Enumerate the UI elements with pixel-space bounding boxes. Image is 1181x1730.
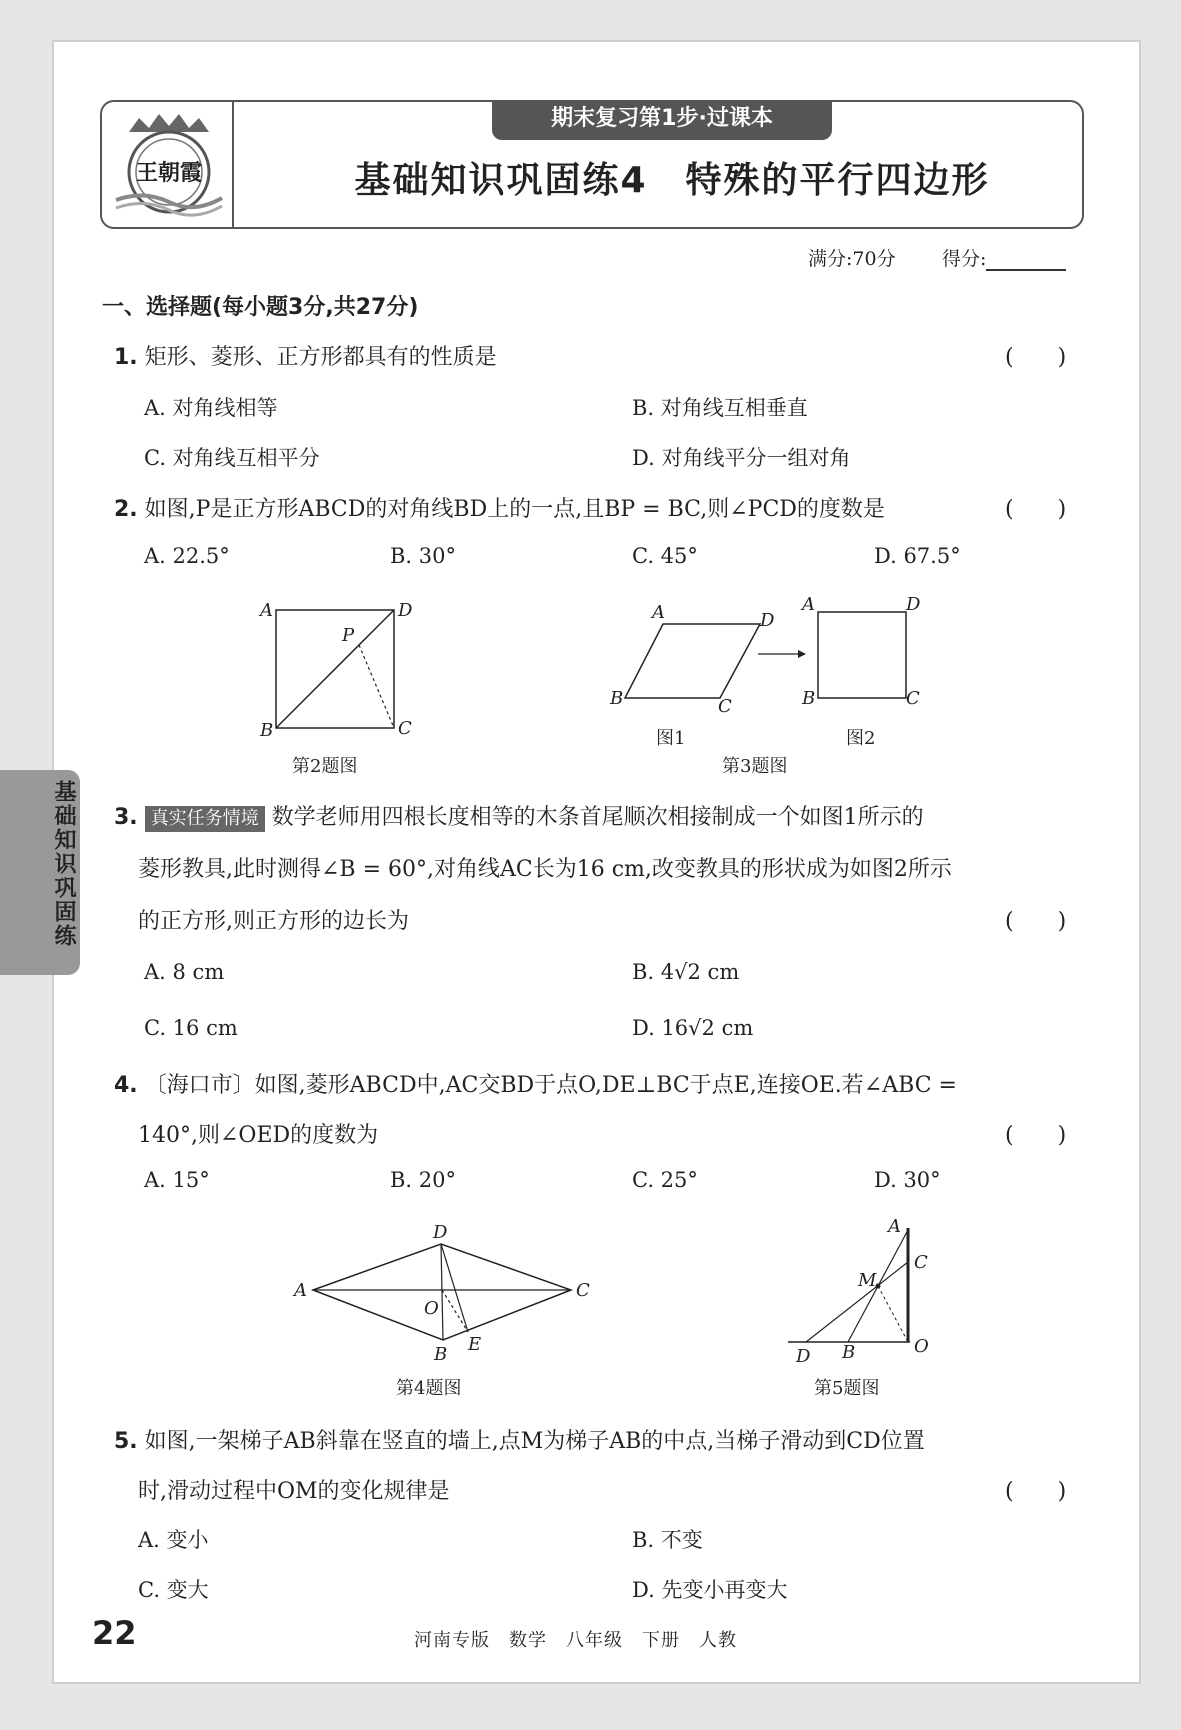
- q3-tag: 真实任务情境: [145, 806, 265, 832]
- score-label: [942, 244, 1066, 271]
- q4-option-b[interactable]: B. 20°: [390, 1168, 457, 1192]
- svg-text:B: B: [610, 688, 624, 709]
- fig3-sub1-caption: 图1: [656, 728, 686, 749]
- q4-option-a[interactable]: A. 15°: [144, 1168, 210, 1192]
- q1-number: 1.: [114, 345, 138, 370]
- svg-text:O: O: [914, 1336, 929, 1357]
- q3-line1: 数学老师用四根长度相等的木条首尾顺次相接制成一个如图1所示的: [271, 805, 924, 830]
- svg-text:C: C: [914, 1252, 928, 1273]
- svg-text:王朝霞: 王朝霞: [135, 160, 203, 186]
- svg-text:A: A: [260, 600, 273, 621]
- q5-option-d[interactable]: D. 先变小再变大: [632, 1578, 788, 1602]
- figure-q3: [600, 594, 940, 744]
- svg-text:B: B: [842, 1342, 856, 1363]
- svg-text:B: B: [434, 1344, 448, 1365]
- question-2: [114, 492, 885, 523]
- fig3-sub2-caption: 图2: [846, 728, 876, 749]
- svg-text:A: A: [652, 602, 665, 623]
- q4-answer-paren[interactable]: ( ): [1005, 1123, 1067, 1148]
- q3-line2: 菱形教具,此时测得∠B = 60°,对角线AC长为16 cm,改变教具的形状成为如图2所示: [138, 857, 952, 882]
- figure-q4: [288, 1220, 608, 1370]
- page-number: 22: [92, 1614, 137, 1652]
- q5-option-a[interactable]: A. 变小: [138, 1528, 209, 1552]
- q4-line2: 140°,则∠OED的度数为: [138, 1123, 379, 1148]
- svg-text:E: E: [468, 1334, 482, 1355]
- q3-number: 3.: [114, 805, 138, 830]
- q2-option-c[interactable]: C. 45°: [632, 544, 698, 568]
- q3-option-d[interactable]: D. 16√2 cm: [632, 1016, 754, 1040]
- question-5: [114, 1424, 925, 1455]
- q5-line1: 如图,一架梯子AB斜靠在竖直的墙上,点M为梯子AB的中点,当梯子滑动到CD位置: [144, 1429, 925, 1454]
- q2-option-d[interactable]: D. 67.5°: [874, 544, 961, 568]
- svg-text:C: C: [718, 696, 732, 717]
- fig4-caption: 第4题图: [396, 1378, 462, 1399]
- footer-text: 河南专版 数学 八年级 下册 人教: [414, 1630, 737, 1651]
- svg-text:A: A: [888, 1218, 901, 1237]
- fig3-caption: 第3题图: [722, 756, 788, 777]
- header-badge: 期末复习第1步·过课本: [492, 100, 832, 140]
- q3-option-c[interactable]: C. 16 cm: [144, 1016, 238, 1040]
- q2-number: 2.: [114, 497, 138, 522]
- svg-text:D: D: [398, 600, 413, 621]
- svg-text:D: D: [760, 610, 775, 631]
- q4-number: 4.: [114, 1073, 138, 1098]
- svg-text:C: C: [906, 688, 920, 709]
- q2-option-a[interactable]: A. 22.5°: [144, 544, 230, 568]
- fig2-caption: 第2题图: [292, 756, 358, 777]
- full-score: 满分:70分: [808, 248, 896, 270]
- figure-q2: [250, 596, 430, 746]
- svg-text:D: D: [433, 1222, 448, 1243]
- q1-option-a[interactable]: A. 对角线相等: [144, 396, 278, 420]
- q5-option-b[interactable]: B. 不变: [632, 1528, 703, 1552]
- q3-option-b[interactable]: B. 4√2 cm: [632, 960, 740, 984]
- question-1: [114, 340, 497, 371]
- svg-text:M: M: [858, 1270, 877, 1291]
- q2-answer-paren[interactable]: ( ): [1005, 497, 1067, 522]
- q2-text: 如图,P是正方形ABCD的对角线BD上的一点,且BP = BC,则∠PCD的度数是: [144, 497, 885, 522]
- q4-line1: 〔海口市〕如图,菱形ABCD中,AC交BD于点O,DE⊥BC于点E,连接OE.若∠ABC =: [144, 1073, 957, 1098]
- question-4: [114, 1068, 957, 1099]
- q1-option-c[interactable]: C. 对角线互相平分: [144, 446, 320, 470]
- q2-option-b[interactable]: B. 30°: [390, 544, 457, 568]
- q4-option-d[interactable]: D. 30°: [874, 1168, 941, 1192]
- q3-option-a[interactable]: A. 8 cm: [144, 960, 225, 984]
- section-heading: 一、选择题(每小题3分,共27分): [102, 295, 419, 320]
- q3-line3: 的正方形,则正方形的边长为: [138, 909, 409, 934]
- q5-option-c[interactable]: C. 变大: [138, 1578, 209, 1602]
- svg-text:A: A: [294, 1280, 307, 1301]
- score-blank[interactable]: [986, 251, 1066, 271]
- score-text: 得分:: [942, 248, 987, 270]
- logo: [114, 110, 224, 218]
- svg-text:A: A: [802, 594, 815, 615]
- svg-text:B: B: [802, 688, 816, 709]
- q5-line2: 时,滑动过程中OM的变化规律是: [138, 1479, 450, 1504]
- figure-q5: [780, 1218, 950, 1368]
- svg-text:D: D: [906, 594, 921, 615]
- q1-text: 矩形、菱形、正方形都具有的性质是: [144, 345, 497, 370]
- svg-text:B: B: [260, 720, 274, 741]
- q5-number: 5.: [114, 1429, 138, 1454]
- svg-text:O: O: [424, 1298, 439, 1319]
- q1-option-d[interactable]: D. 对角线平分一组对角: [632, 446, 851, 470]
- header-box: [100, 100, 1084, 229]
- q3-answer-paren[interactable]: ( ): [1005, 909, 1067, 934]
- svg-text:D: D: [796, 1346, 811, 1367]
- svg-text:C: C: [576, 1280, 590, 1301]
- svg-text:C: C: [398, 718, 412, 739]
- header-divider: [232, 102, 234, 227]
- page-title: 基础知识巩固练4 特殊的平行四边形: [354, 160, 990, 201]
- svg-text:P: P: [342, 625, 355, 646]
- q1-option-b[interactable]: B. 对角线互相垂直: [632, 396, 808, 420]
- fig5-caption: 第5题图: [814, 1378, 880, 1399]
- q5-answer-paren[interactable]: ( ): [1005, 1479, 1067, 1504]
- side-tab-label: 基础知识巩固练: [51, 780, 76, 948]
- q1-answer-paren[interactable]: ( ): [1005, 345, 1067, 370]
- side-tab: [0, 770, 80, 975]
- question-3: [114, 800, 924, 832]
- q4-option-c[interactable]: C. 25°: [632, 1168, 698, 1192]
